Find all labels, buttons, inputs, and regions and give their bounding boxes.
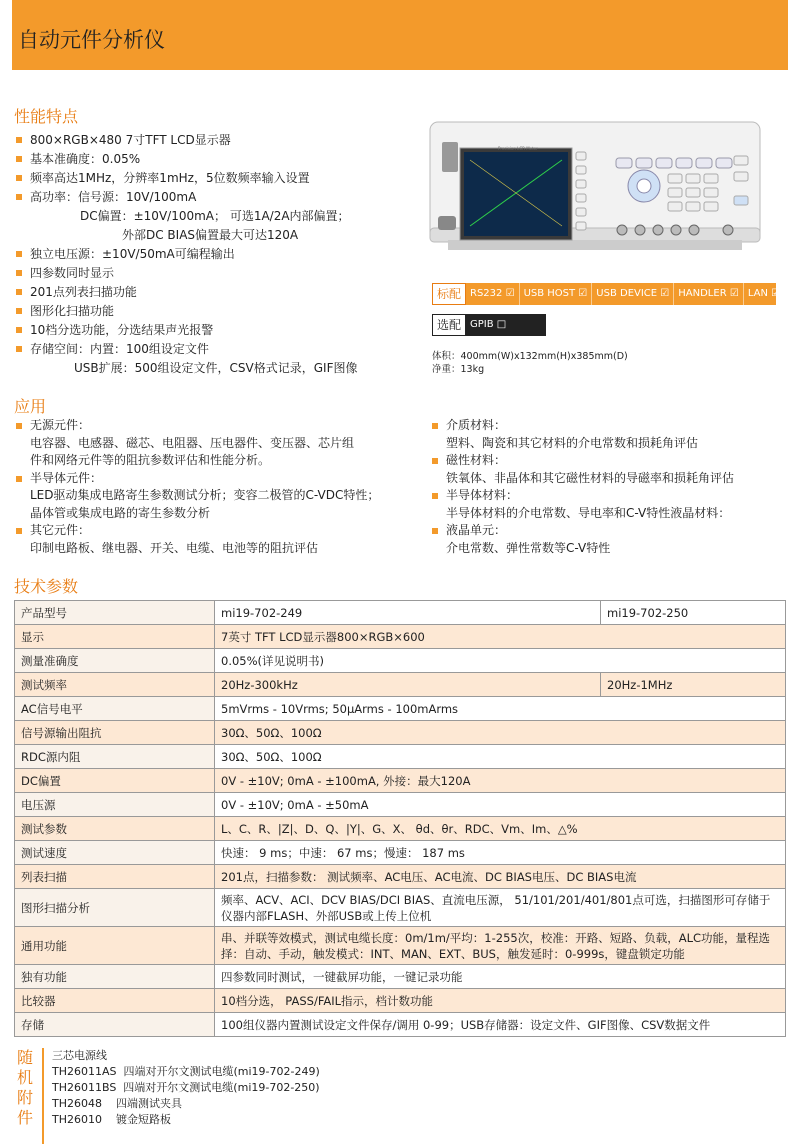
spec-value-alt: mi19-702-250	[601, 601, 786, 625]
spec-row	[15, 965, 786, 989]
feature-item: 图形化扫描功能	[16, 302, 357, 321]
spec-value: 频率、ACV、ACI、DCV BIAS/DCI BIAS、直流电压源， 51/101/201/401/801点可选，扫描图形可存储于仪器内部FLASH、外部USB或上传上位机	[215, 889, 786, 927]
feature-item: 10档分选功能，分选结果声光报警	[16, 321, 357, 340]
port-item	[466, 314, 510, 336]
application-item: 半导体元件：	[16, 470, 379, 488]
port-check-icon: ☑	[575, 288, 588, 299]
spec-label: 图形扫描分析	[15, 889, 215, 927]
spec-value: 快速： 9 ms；中速： 67 ms；慢速： 187 ms	[215, 841, 786, 865]
spec-label: RDC源内阻	[15, 745, 215, 769]
spec-row	[15, 841, 786, 865]
port-name: GPIB	[470, 319, 494, 330]
spec-label: 测量准确度	[15, 649, 215, 673]
application-item: 无源元件：	[16, 417, 379, 435]
accessories-label	[14, 1048, 36, 1128]
spec-value: 30Ω、50Ω、100Ω	[215, 721, 786, 745]
accessory-item: 三芯电源线	[52, 1049, 107, 1062]
accessory-item: TH26011BS 四端对开尔文测试电缆(mi19-702-250)	[52, 1081, 320, 1094]
spec-row	[15, 601, 786, 625]
port-item	[466, 283, 520, 305]
port-check-icon: □	[493, 319, 507, 330]
dimensions-weight: 净重：13kg	[432, 364, 485, 375]
page-title: 自动元件分析仪	[18, 28, 165, 52]
application-item-detail: 印制电路板、继电器、开关、电缆、电池等的阻抗评估	[30, 540, 319, 555]
spec-value: 0.05%(详见说明书)	[215, 649, 786, 673]
features-list	[16, 131, 357, 378]
feature-item-detail: DC偏置：±10V/100mA； 可选1A/2A内部偏置；	[80, 209, 350, 223]
feature-item-detail: 外部DC BIAS偏置最大可达120A	[122, 228, 299, 242]
features-title: 性能特点	[14, 107, 79, 126]
application-item: 介质材料：	[432, 417, 734, 435]
application-item-detail: 铁氧体、非晶体和其它磁性材料的导磁率和损耗角评估	[446, 470, 735, 485]
spec-row	[15, 1013, 786, 1037]
standard-ports-bar	[466, 283, 781, 305]
spec-row	[15, 769, 786, 793]
spec-row	[15, 649, 786, 673]
spec-row	[15, 625, 786, 649]
port-item	[592, 283, 674, 305]
spec-value: 串、并联等效模式，测试电缆长度：0m/1m/平均：1-255次，校准：开路、短路、负载，ALC功能，量程选择：自动、手动，触发模式：INT、MAN、EXT、BUS，触发延时：0-999s，键盘锁定功能	[215, 927, 786, 965]
spec-label: 独有功能	[15, 965, 215, 989]
spec-value-alt: 20Hz-1MHz	[601, 673, 786, 697]
application-item: 液晶单元：	[432, 522, 734, 540]
feature-item: 独立电压源：±10V/50mA可编程输出	[16, 245, 357, 264]
spec-row	[15, 989, 786, 1013]
application-item-detail: 半导体材料的介电常数、导电率和C-V特性液晶材料：	[446, 505, 731, 520]
applications-title: 应用	[14, 397, 47, 416]
accessory-item: TH26010 镀金短路板	[52, 1113, 171, 1126]
accessory-item: TH26048 四端测试夹具	[52, 1097, 182, 1110]
spec-label: 存储	[15, 1013, 215, 1037]
port-name: HANDLER	[678, 288, 727, 299]
spec-value: 100组仪器内置测试设定文件保存/调用 0-99；USB存储器：设定文件、GIF图像、CSV数据文件	[215, 1013, 786, 1037]
optional-label: 选配	[432, 314, 466, 336]
spec-value: 7英寸 TFT LCD显示器800×RGB×600	[215, 625, 786, 649]
spec-value: 30Ω、50Ω、100Ω	[215, 745, 786, 769]
spec-row	[15, 865, 786, 889]
spec-row	[15, 817, 786, 841]
port-item	[744, 283, 784, 305]
accessories-list	[52, 1048, 320, 1128]
spec-value: 四参数同时测试，一键截屏功能，一键记录功能	[215, 965, 786, 989]
application-item-detail: 塑料、陶瓷和其它材料的介电常数和损耗角评估	[446, 435, 699, 450]
port-name: USB HOST	[523, 288, 576, 299]
feature-item: 800×RGB×480 7寸TFT LCD显示器	[16, 131, 357, 150]
spec-label: 测试参数	[15, 817, 215, 841]
feature-item: 基本准确度：0.05%	[16, 150, 357, 169]
application-item-detail: 晶体管或集成电路的寄生参数分析	[30, 505, 211, 520]
spec-row	[15, 673, 786, 697]
spec-value: 5mVrms - 10Vrms; 50μArms - 100mArms	[215, 697, 786, 721]
feature-item: 高功率：信号源：10V/100mA	[16, 188, 357, 207]
spec-label: 测试频率	[15, 673, 215, 697]
spec-label: 电压源	[15, 793, 215, 817]
port-item	[674, 283, 744, 305]
spec-label: 信号源输出阻抗	[15, 721, 215, 745]
spec-value: mi19-702-249	[215, 601, 601, 625]
device-image	[428, 120, 762, 260]
application-item-detail: 电容器、电感器、磁芯、电阻器、压电器件、变压器、芯片组	[30, 435, 355, 450]
accessories-label-char: 随	[16, 1048, 33, 1067]
accessory-item: TH26011AS 四端对开尔文测试电缆(mi19-702-249)	[52, 1065, 320, 1078]
application-item: 磁性材料：	[432, 452, 734, 470]
device-model-text: Precision LCR Meter	[498, 146, 538, 151]
page-header	[12, 0, 788, 70]
spec-label: 测试速度	[15, 841, 215, 865]
spec-row	[15, 721, 786, 745]
port-name: USB DEVICE	[596, 288, 658, 299]
application-item: 半导体材料：	[432, 487, 734, 505]
port-item	[520, 283, 593, 305]
spec-row	[15, 889, 786, 927]
feature-item: 201点列表扫描功能	[16, 283, 357, 302]
spec-label: AC信号电平	[15, 697, 215, 721]
application-item-detail: 介电常数、弹性常数等C-V特性	[446, 540, 611, 555]
feature-item-detail: USB扩展：500组设定文件，CSV格式记录，GIF图像	[74, 361, 358, 375]
accessories-label-char: 附	[16, 1088, 33, 1107]
spec-label: 比较器	[15, 989, 215, 1013]
feature-item: 四参数同时显示	[16, 264, 357, 283]
application-item-detail: 件和网络元件等的阻抗参数评估和性能分析。	[30, 453, 271, 467]
spec-label: 通用功能	[15, 927, 215, 965]
spec-value: L、C、R、|Z|、D、Q、|Y|、G、X、 θd、θr、RDC、Vm、Im、△%	[215, 817, 786, 841]
accessories-divider	[42, 1048, 44, 1144]
optional-ports-bar	[466, 314, 546, 336]
application-item: 其它元件：	[16, 522, 379, 540]
spec-row	[15, 745, 786, 769]
spec-row	[15, 793, 786, 817]
accessories-label-char: 件	[16, 1108, 33, 1127]
spec-value: 20Hz-300kHz	[215, 673, 601, 697]
standard-ports	[432, 283, 781, 305]
port-name: RS232	[470, 288, 503, 299]
dimensions-size: 体积：400mm(W)x132mm(H)x385mm(D)	[432, 351, 628, 362]
dimensions	[432, 350, 628, 376]
spec-value: 0V - ±10V; 0mA - ±100mA, 外接：最大120A	[215, 769, 786, 793]
spec-label: 产品型号	[15, 601, 215, 625]
spec-value: 201点，扫描参数： 测试频率、AC电压、AC电流、DC BIAS电压、DC BIAS电流	[215, 865, 786, 889]
port-check-icon: ☑	[502, 288, 515, 299]
application-item-detail: LED驱动集成电路寄生参数测试分析；变容二极管的C-VDC特性；	[30, 488, 380, 502]
standard-label: 标配	[432, 283, 466, 305]
spec-row	[15, 927, 786, 965]
port-name: LAN	[747, 288, 768, 299]
port-check-icon: ☑	[726, 288, 739, 299]
optional-ports	[432, 314, 546, 336]
accessories-label-char: 机	[16, 1068, 33, 1087]
port-check-icon: ☑	[767, 288, 781, 299]
specs-title: 技术参数	[14, 577, 79, 596]
applications-right-list	[432, 417, 734, 557]
spec-label: DC偏置	[15, 769, 215, 793]
spec-value: 10档分选， PASS/FAIL指示，档计数功能	[215, 989, 786, 1013]
feature-item: 存储空间：内置：100组设定文件	[16, 340, 357, 359]
spec-value: 0V - ±10V; 0mA - ±50mA	[215, 793, 786, 817]
port-check-icon: ☑	[657, 288, 670, 299]
feature-item: 频率高达1MHz，分辨率1mHz，5位数频率输入设置	[16, 169, 357, 188]
spec-row	[15, 697, 786, 721]
spec-label: 显示	[15, 625, 215, 649]
spec-label: 列表扫描	[15, 865, 215, 889]
specs-table	[14, 600, 786, 1037]
applications-left-list	[16, 417, 379, 557]
